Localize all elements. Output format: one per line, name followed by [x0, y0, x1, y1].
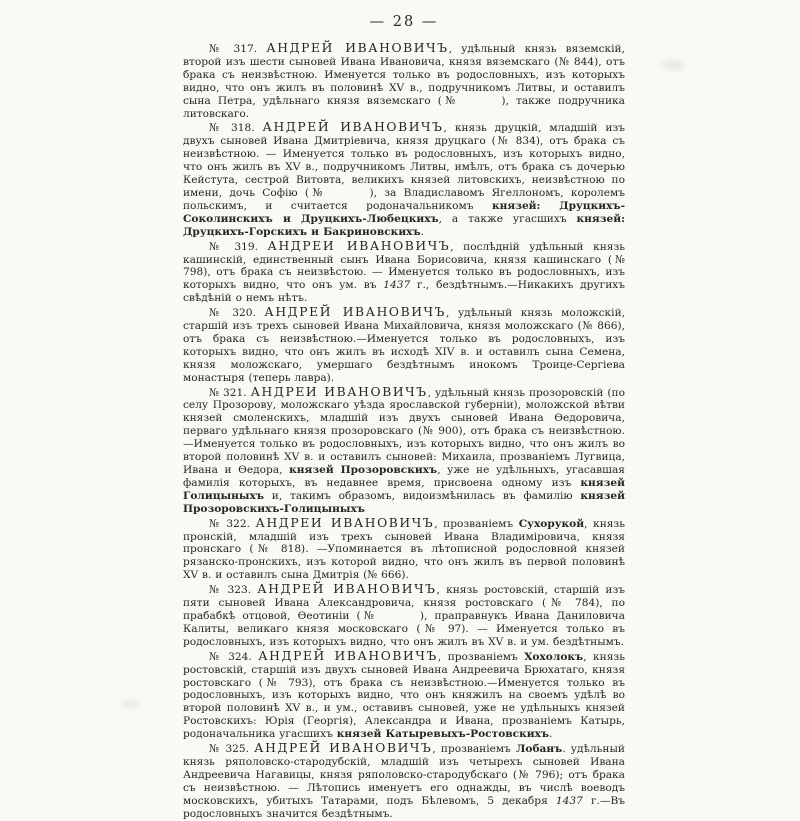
text-segment: , прозваніемъ [434, 517, 519, 530]
text-segment: № 319. [209, 240, 268, 253]
entry-323 [183, 583, 625, 649]
entry-320 [183, 306, 625, 384]
text-segment: № 323. [209, 584, 258, 597]
text-segment: № 321. [209, 386, 251, 399]
text-segment: № 320. [209, 307, 265, 320]
text-segment: , князь ростовскій, старшій изъ двухъ сыновей Ивана Андреевича Брюхатаго, князя ростовскаго (№ 793), отъ брака съ неизвѣстною.—Именуется только въ родословныхъ, изъ которыхъ видно, что онъ княжилъ на своемъ удѣлѣ во второй половинѣ XV в., и ум., оставивъ сыновей, уже не удѣльныхъ князей Ростовскихъ: Юрія (Георгія), Александра и Ивана, прозваніемъ Катырь, родоначальника угасшихъ [183, 650, 625, 741]
text-segment: , князь ростовскій, старшій изъ пяти сыновей Ивана Александровича, князя ростовскаго (№ 784), по прабабкѣ отцовой, Ѳеотиніи (№ ), праправнукъ Ивана Даниловича Калиты, великаго князя московскаго (№ 97). — Именуется только въ родословныхъ, изъ которыхъ видно, что онъ жилъ въ XV в. и ум. бездѣтнымъ. [183, 584, 625, 648]
page-number-header: — 28 — [369, 14, 439, 30]
text-segment: , удѣльный князь вяземскій, второй изъ шести сыновей Ивана Ивановича, князя вяземскаго (№ 844), отъ брака съ неизвѣстною. Именуется только въ родословныхъ, изъ которыхъ видно, что онъ жилъ въ половинѣ XV в., подручникомъ Литвы, и оставилъ сына Петра, удѣльнаго князя вяземскаго (№ ), также подручника литовскаго. [183, 43, 625, 120]
text-segment: , удѣльный князь моложскій, старшій изъ трехъ сыновей Ивана Михайловича, князя моложскаго (№ 866), отъ брака съ неизвѣстною.—Именуется только въ родословныхъ, изъ которыхъ видно, что онъ жилъ въ исходѣ XIV в. и оставилъ сына Семена, князя моложскаго, умершаго бездѣтнымъ инокомъ Троице-Сергіева монастыря (теперь лавра). [183, 307, 625, 384]
text-segment: , удѣльный князь прозоровскій (по селу Прозорову, моложскаго уѣзда ярославской губерніи), моложской вѣтви князей смоленскихъ, младшій изъ двухъ сыновей Ивана Ѳедоровича, перваго удѣльнаго князя прозоровскаго (№ 900), отъ брака съ неизвѣстною.—Именуется только въ родословныхъ, изъ которыхъ видно, что онъ жилъ во второй половинѣ XV в. и оставилъ сыновей: Михаила, прозваніемъ Лугвица, Ивана и Ѳедора, [183, 386, 625, 476]
text-segment: князей Голицыныхъ [183, 476, 625, 502]
scan-smudge [660, 60, 686, 70]
text-segment: № 317. [209, 43, 267, 55]
page-text [183, 42, 625, 821]
text-segment: 1437 [383, 279, 411, 292]
scan-smudge [120, 700, 140, 708]
entry-name: АНДРЕЙ ИВАНОВИЧЪ [257, 582, 437, 597]
entry-319 [183, 240, 625, 306]
text-segment: . [420, 225, 424, 238]
entry-name: АНДРЕИ ИВАНОВИЧЪ [267, 238, 451, 253]
entry-324 [183, 650, 625, 741]
text-segment: , уже не удѣльныхъ, угасавшая фамилія которыхъ, въ недавнее время, присвоена одному изъ [183, 464, 625, 489]
entry-name: АНДРЕИ ИВАНОВИЧЪ [250, 384, 428, 399]
entry-325 [183, 742, 625, 820]
text-segment: . удѣльный князь ряполовско-стародубскій, младшій изъ четырехъ сыновей Ивана Андреевича Нагавицы, князя ряполовско-стародубскаго (№ 796); отъ брака съ неизвѣстною. — Лѣтопись именуетъ его однажды, въ числѣ воеводъ московскихъ, убитыхъ Татарами, подъ Бѣлевомъ, 5 декабря [183, 743, 625, 807]
text-segment: Лобанъ [516, 743, 563, 756]
text-segment: № 322. [209, 517, 256, 530]
entry-name: АНДРЕЙ ИВАНОВИЧЪ [262, 120, 444, 135]
entry-322 [183, 517, 625, 583]
entry-name: АНДРЕЙ ИВАНОВИЧЪ [266, 41, 449, 55]
text-segment: , прозваніемъ [437, 650, 525, 663]
text-segment: Хохолокъ [524, 650, 584, 663]
entry-name: АНДРЕЙ ИВАНОВИЧЪ [264, 305, 447, 320]
text-segment: № 325. [209, 743, 255, 756]
text-segment: 1437 [555, 794, 583, 807]
text-segment: , князь пронскій, младшій изъ трехъ сыновей Ивана Владиміровича, князя пронскаго (№ 818). —Упоминается въ лѣтописной родословной князей рязанско-пронскихъ, изъ которой видно, что онъ жилъ въ первой половинѣ XV в. и оставилъ сына Дмитрія (№ 666). [183, 517, 625, 582]
text-segment: , князь друцкій, младшій изъ двухъ сыновей Ивана Дмитріевича, князя друцкаго (№ 834), отъ брака съ неизвѣстною. — Именуется только въ родословныхъ, изъ которыхъ видно, что онъ жилъ въ XV в., подручникомъ Литвы, имѣлъ, отъ брака съ дочерью Кейстута, сестрой Витовта, великихъ князей литовскихъ, неизвѣстною по имени, дочь Софію (№ ), за Владиславомъ Ягеллономъ, королемъ польскимъ, и считается родоначальникомъ [183, 122, 625, 212]
text-segment: и, такимъ образомъ, видоизмѣнилась въ фамилію [263, 489, 581, 502]
text-segment: г.—Въ родословныхъ значится бездѣтнымъ. [183, 794, 625, 820]
text-segment: князей: Друцкихъ-Соколинскихъ и Друцкихъ-Любецкихъ [183, 199, 625, 225]
text-segment: князей Катыревыхъ-Ростовскихъ [336, 728, 550, 741]
text-segment: князей Прозоровскихъ [289, 464, 438, 476]
entry-name: АНДРЕИ ИВАНОВИЧЪ [255, 515, 435, 530]
entry-321 [183, 386, 625, 516]
text-segment: , а также угасшихъ [438, 212, 577, 225]
entry-317 [183, 42, 625, 120]
text-segment: . [549, 728, 553, 741]
text-segment: князей Прозоровскихъ-Голицыныхъ [183, 489, 625, 515]
text-segment: князей: Друцкихъ-Горскихъ и Бакриновскихъ [183, 212, 625, 238]
text-segment: Сухорукой [518, 517, 585, 530]
text-segment: № 324. [209, 650, 259, 663]
text-segment: г., бездѣтнымъ.—Никакихъ другихъ свѣдѣній о немъ нѣтъ. [183, 279, 625, 305]
text-segment: № 318. [209, 122, 263, 135]
entry-318 [183, 121, 625, 238]
text-segment: , послѣдній удѣльный князь кашинскій, единственный сынъ Ивана Борисовича, князя кашинскаго (№ 798), отъ брака съ неизвѣстою. — Именуется только въ родословныхъ, изъ которыхъ видно, что онъ ум. въ [183, 240, 625, 292]
entry-name: АНДРЕЙ ИВАНОВИЧЪ [258, 648, 438, 663]
entry-name: АНДРЕЙ ИВАНОВИЧЪ [254, 741, 433, 756]
text-segment: , прозваніемъ [432, 743, 517, 756]
